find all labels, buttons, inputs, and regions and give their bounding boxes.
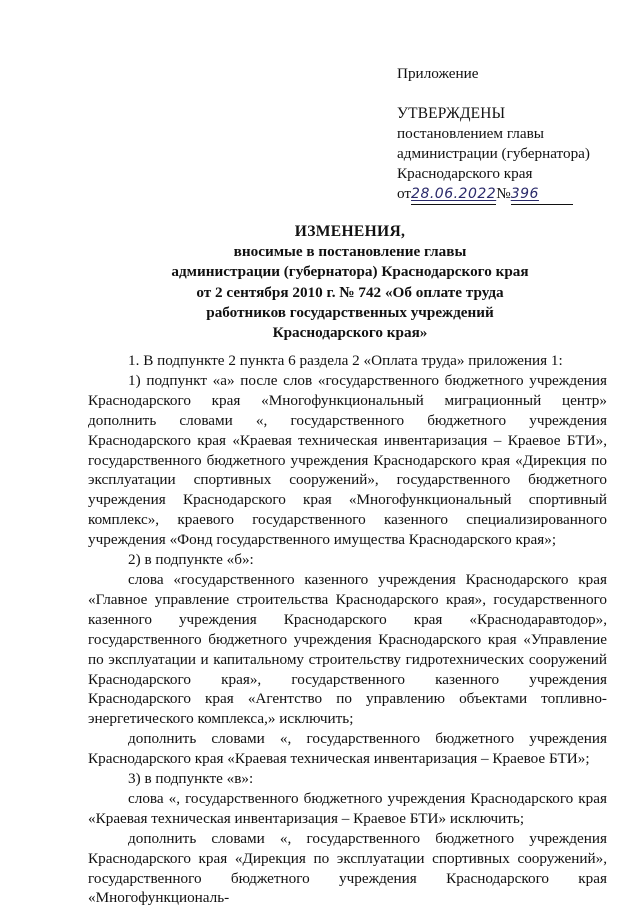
paragraph: 1) подпункт «а» после слов «государственного бюджетного учреждения Краснодарского края «Многофункциональный миграционный центр» дополнить словами «, государственного бюджетного учреждения Краснодарского края «Краевая техническая инвентаризация – Краевое БТИ», государственного бюджетного учреждения Краснодарского края «Дирекция по эксплуатации спортивных сооружений», государственного бюджетного учреждения Краснодарского края «Многофункциональный спортивный комплекс», краевого государственного казенного специализированного учреждения «Фонд государственного имущества Краснодарского края»; [88,371,607,549]
approval-line-1: постановлением главы [397,125,544,142]
approval-block [397,64,627,205]
title-line-2: администрации (губернатора) Краснодарского края [171,263,529,281]
title-heading: ИЗМЕНЕНИЯ, [294,223,406,240]
paragraph: 2) в подпункте «б»: [128,551,254,569]
paragraph: 1. В подпункте 2 пункта 6 раздела 2 «Оплата труда» приложения 1: [128,352,563,369]
title-line-5: Краснодарского края» [272,324,428,342]
approved-heading: УТВЕРЖДЕНЫ [397,105,506,122]
approval-line-3: Краснодарского края [397,165,533,182]
handwritten-number: 396 [511,184,573,205]
title-line-3: от 2 сентября 2010 г. № 742 «Об оплате труда [196,283,504,301]
paragraph: дополнить словами «, государственного бюджетного учреждения Краснодарского края «Дирекция по эксплуатации спортивных сооружений», государственного бюджетного учреждения Краснодарского края «Многофункциональ- [88,829,607,907]
paragraph: дополнить словами «, государственного бюджетного учреждения Краснодарского края «Краевая техническая инвентаризация – Краевое БТИ»; [88,730,607,768]
paragraph: слова «государственного казенного учреждения Краснодарского края «Главное управление строительства Краснодарского края», государственного казенного учреждения Краснодарского края «Краснодаравтодор», государственного бюджетного учреждения Краснодарского края «Управление по эксплуатации и капитальному строительству гидротехнических сооружений Краснодарского края», государственного казенного учреждения Краснодарского края «Агентство по управлению объектами топливно-энергетического комплекса,» исключить; [88,570,607,728]
handwritten-date: 28.06.2022 [411,184,496,205]
appendix-label: Приложение [397,65,479,82]
document-body [88,351,607,908]
approval-line-2: администрации (губернатора) [397,145,590,162]
title-line-1: вносимые в постановление главы [233,243,467,261]
number-label: № [496,185,511,202]
document-title [60,222,640,343]
paragraph: 3) в подпункте «в»: [128,770,254,788]
from-label: от [397,185,412,202]
approval-date-line [397,184,627,205]
paragraph: слова «, государственного бюджетного учреждения Краснодарского края «Краевая техническая инвентаризация – Краевое БТИ» исключить; [88,789,607,827]
title-line-4: работников государственных учреждений [206,303,494,321]
